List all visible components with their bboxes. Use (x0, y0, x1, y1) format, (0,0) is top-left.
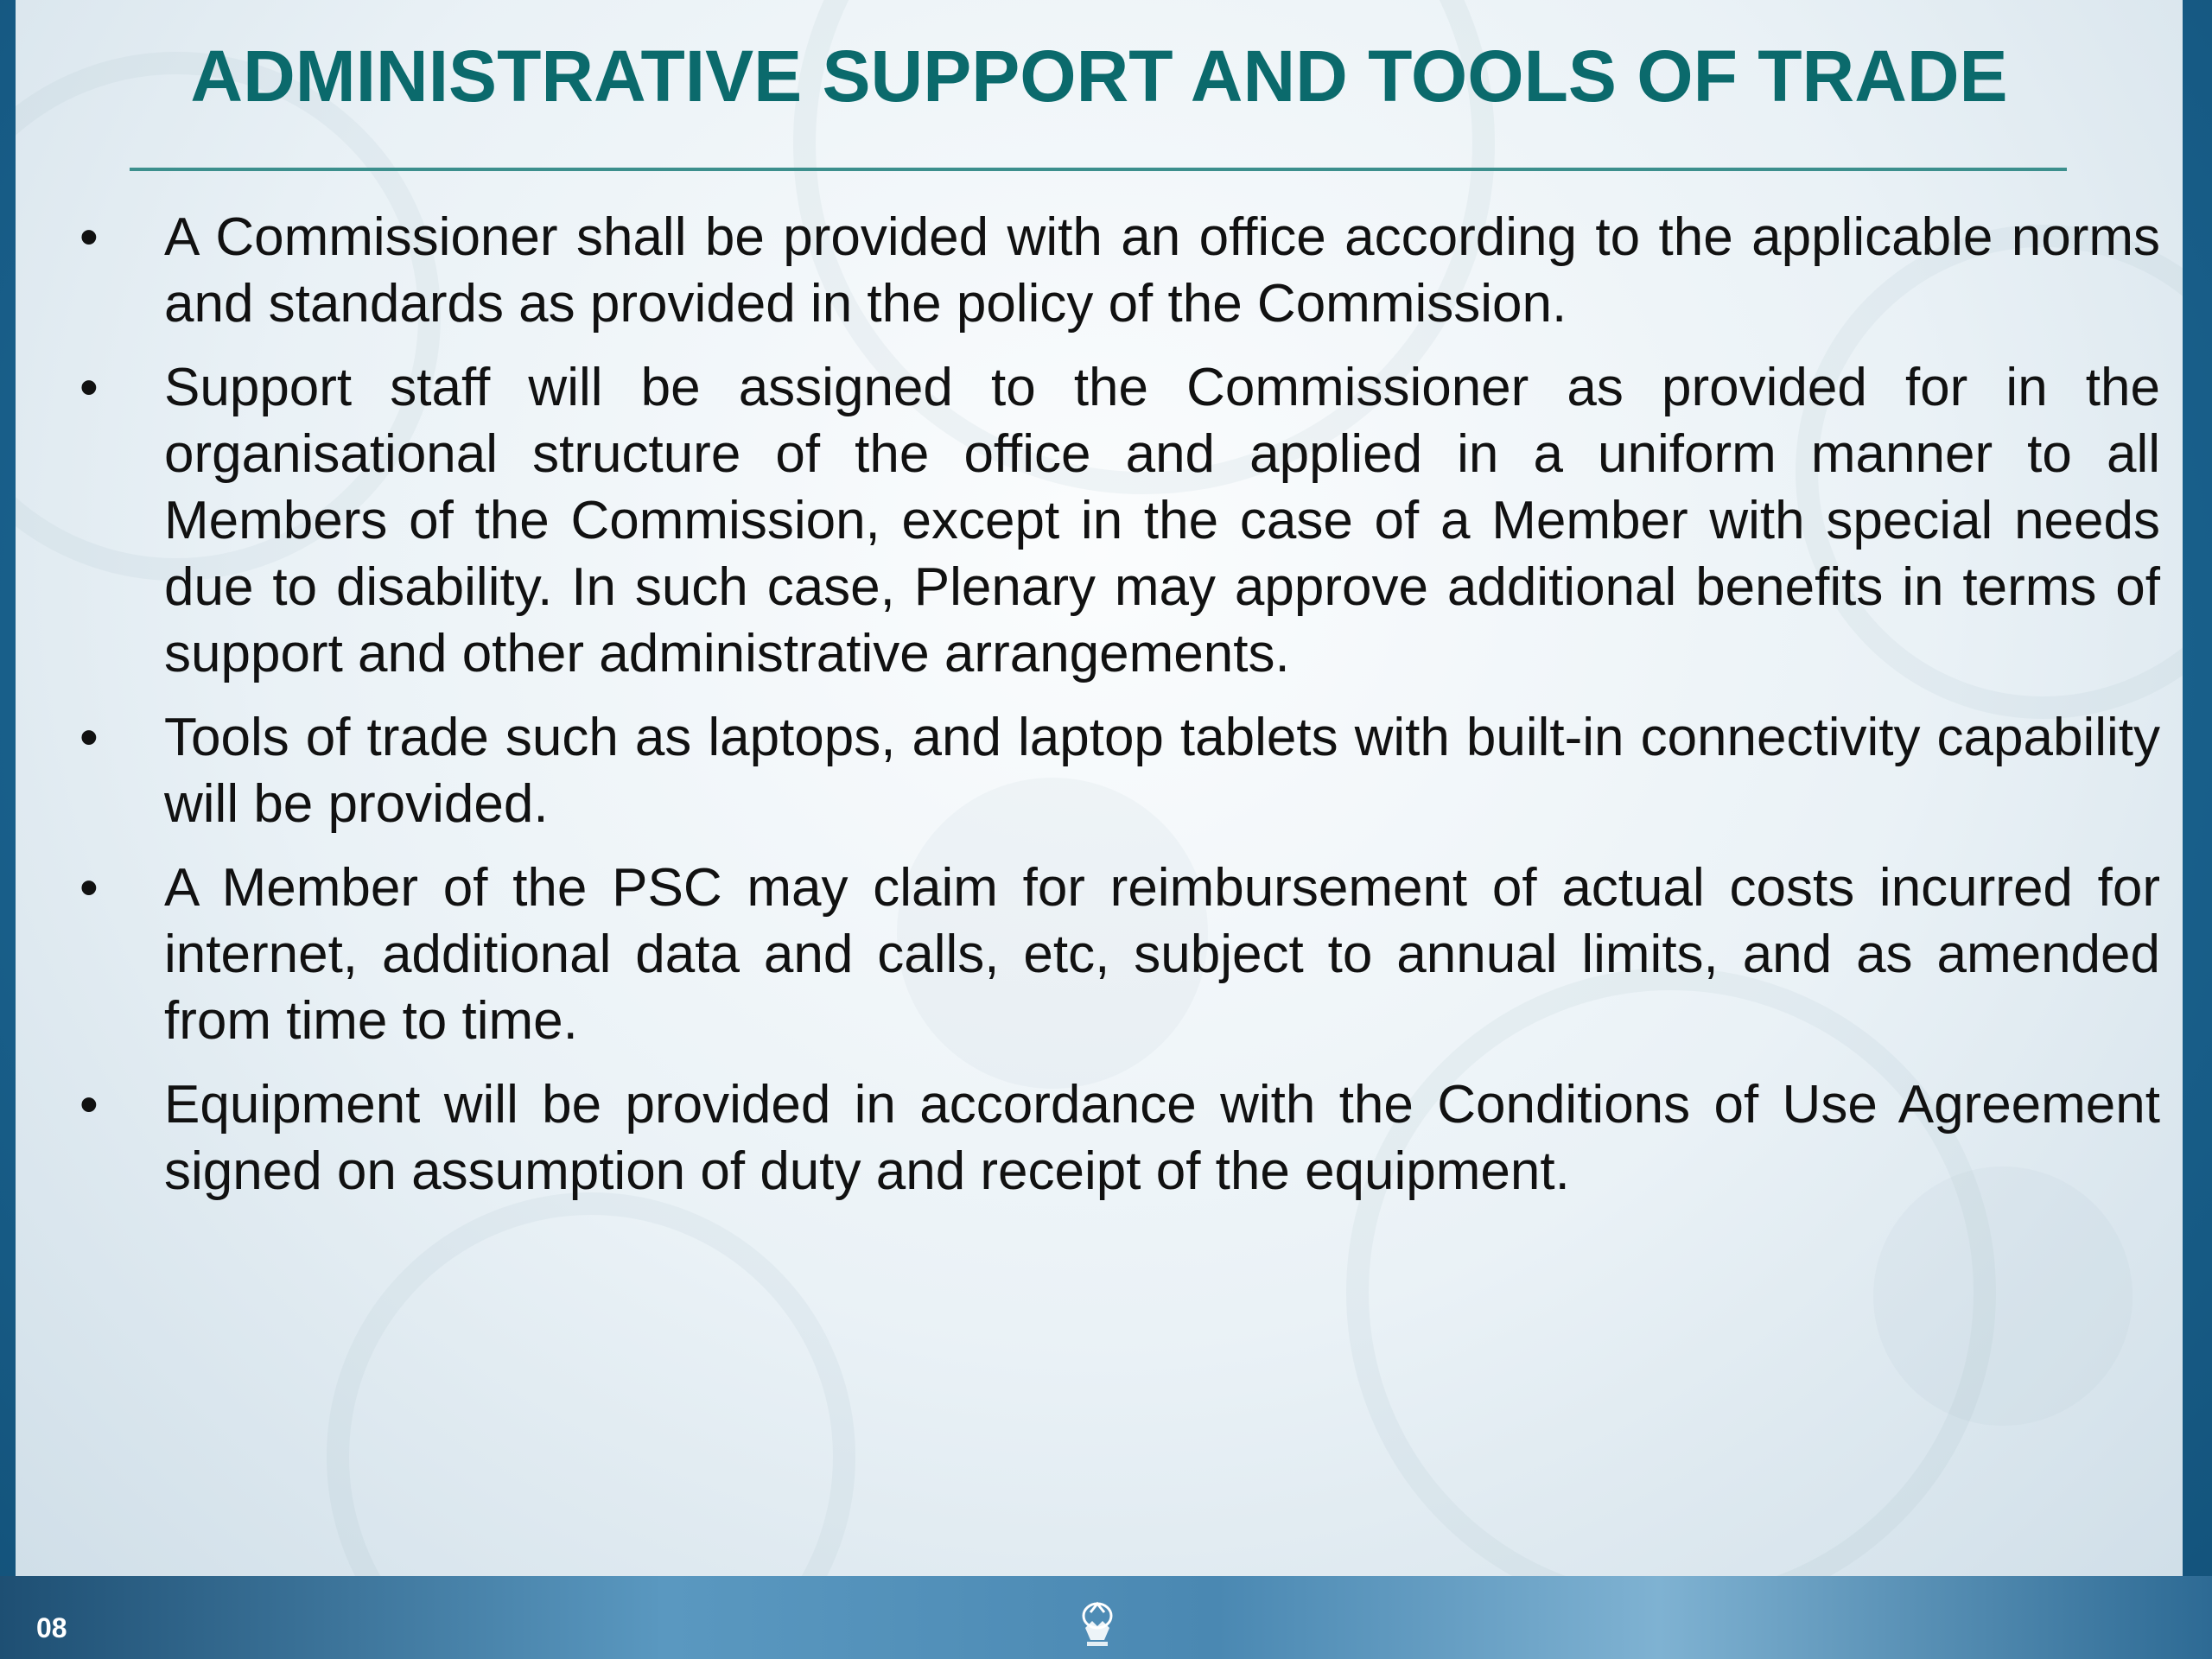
bullet-item (69, 204, 2160, 337)
bullet-text: A Member of the PSC may claim for reimbursement of actual costs incurred for internet, additional data and calls, etc, subject to annual limits, and as amended from time to time. (164, 858, 2160, 1051)
title-divider (130, 168, 2067, 171)
coat-of-arms-icon (1070, 1595, 1125, 1650)
bullet-text: Tools of trade such as laptops, and laptop tablets with built-in connectivity capability will be provided. (164, 708, 2160, 834)
page-number: 08 (36, 1612, 67, 1643)
bullet-marker: • (79, 858, 99, 918)
bullet-item (69, 855, 2160, 1054)
bullet-text: Equipment will be provided in accordance with the Conditions of Use Agreement signed on assumption of duty and receipt of the equipment. (164, 1075, 2160, 1201)
bullet-item (69, 354, 2160, 687)
bullet-item (69, 704, 2160, 837)
bullet-text: Support staff will be assigned to the Commissioner as provided for in the organisational structure of the office and applied in a uniform manner to all Members of the Commission, except in the case of a Member with special needs due to disability. In such case, Plenary may approve additional benefits in terms of support and other administrative arrangements. (164, 358, 2160, 683)
bullet-item (69, 1071, 2160, 1205)
bullet-list (69, 204, 2160, 1222)
bullet-text: A Commissioner shall be provided with an office according to the applicable norms and standards as provided in the policy of the Commission. (164, 207, 2160, 334)
bullet-marker: • (79, 207, 99, 267)
content-panel (16, 0, 2183, 1576)
bullet-marker: • (79, 708, 99, 767)
background-decoration (327, 1192, 855, 1576)
bullet-marker: • (79, 358, 99, 417)
bullet-marker: • (79, 1075, 99, 1135)
slide-title: ADMINISTRATIVE SUPPORT AND TOOLS OF TRADE (190, 35, 2008, 117)
